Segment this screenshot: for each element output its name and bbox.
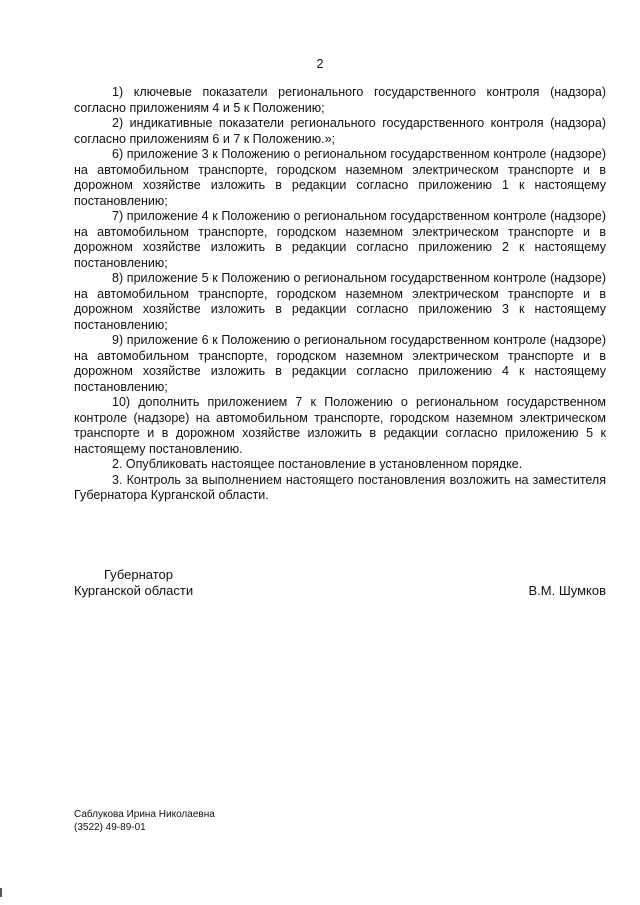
paragraph-control: 3. Контроль за выполнением настоящего постановления возложить на заместителя Губернатора Курганской области. (74, 472, 606, 502)
paragraph-item-1: 1) ключевые показатели регионального государственного контроля (надзора) согласно приложениям 4 и 5 к Положению; (74, 85, 606, 115)
signatory-region: Курганской области (74, 583, 194, 598)
signatory-name: В.М. Шумков (528, 583, 606, 598)
paragraph-item-9: 9) приложение 6 к Положению о региональном государственном контроле (надзоре) на автомобильном транспорте, городском наземном электрическом транспорте и в дорожном хозяйстве изложить в редакции согласно приложению 4 к настоящему постановлению; (74, 333, 606, 394)
paragraph-item-8: 8) приложение 5 к Положению о региональном государственном контроле (надзоре) на автомобильном транспорте, городском наземном электрическом транспорте и в дорожном хозяйстве изложить в редакции согласно приложению 3 к настоящему постановлению; (74, 271, 606, 332)
scan-edge-mark (0, 888, 2, 897)
executor-name: Саблукова Ирина Николаевна (74, 809, 215, 820)
signatory-position: Губернатор (104, 567, 173, 582)
executor-phone: (3522) 49-89-01 (74, 822, 146, 833)
executor-contact (74, 808, 215, 834)
paragraph-item-7: 7) приложение 4 к Положению о региональном государственном контроле (надзоре) на автомобильном транспорте, городском наземном электрическом транспорте и в дорожном хозяйстве изложить в редакции согласно приложению 2 к настоящему постановлению; (74, 209, 606, 270)
paragraph-publish: 2. Опубликовать настоящее постановление в установленном порядке. (112, 457, 523, 471)
signatory-title (74, 567, 193, 599)
paragraph-item-6: 6) приложение 3 к Положению о региональном государственном контроле (надзоре) на автомобильном транспорте, городском наземном электрическом транспорте и в дорожном хозяйстве изложить в редакции согласно приложению 1 к настоящему постановлению; (74, 147, 606, 208)
paragraph-item-10: 10) дополнить приложением 7 к Положению о региональном государственном контроле (надзоре) на автомобильном транспорте, городском наземном электрическом транспорте и в дорожном хозяйстве изложить в редакции согласно приложению 5 к настоящему постановлению. (74, 395, 606, 456)
page-number: 2 (316, 57, 324, 71)
paragraph-item-2: 2) индикативные показатели регионального государственного контроля (надзора) согласно приложениям 6 и 7 к Положению.»; (74, 116, 606, 146)
document-body (74, 85, 606, 504)
